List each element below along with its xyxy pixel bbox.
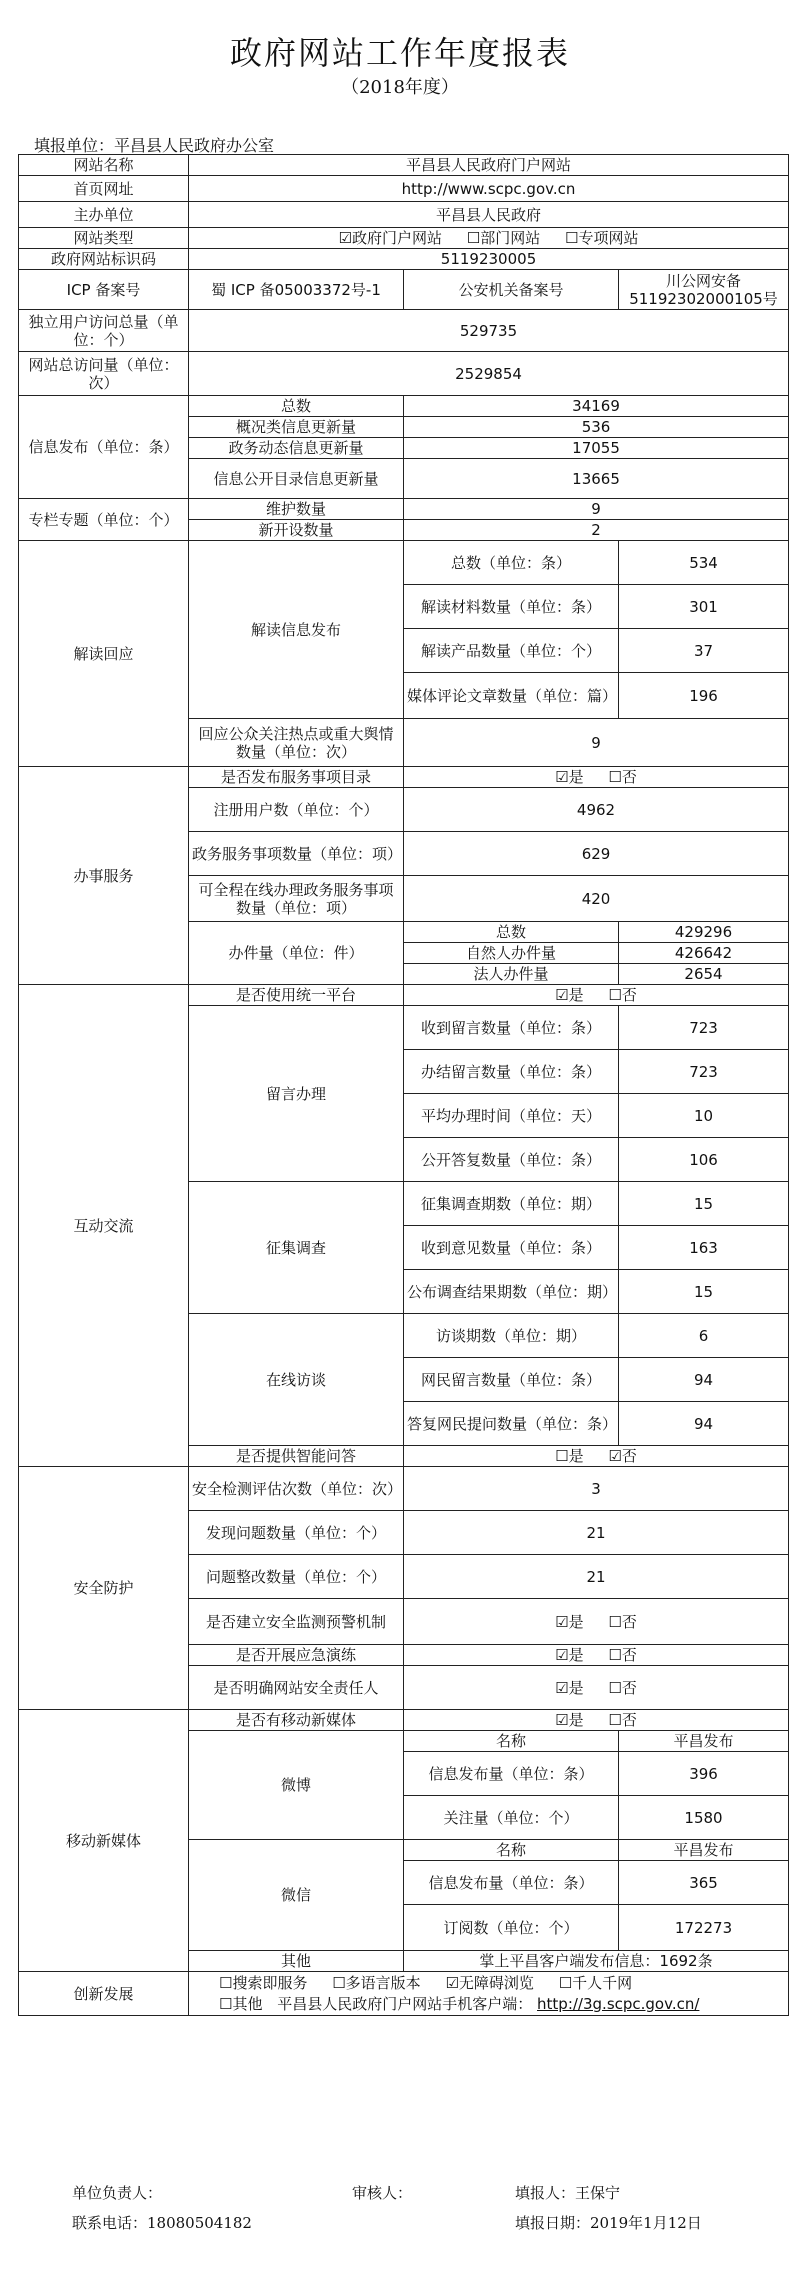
weibo-follow: 1580 bbox=[619, 1796, 789, 1840]
weibo-posts: 396 bbox=[619, 1752, 789, 1796]
uv-label: 独立用户访问总量（单位：个） bbox=[19, 310, 189, 352]
service-section-label: 办事服务 bbox=[19, 767, 189, 985]
security-found-label: 发现问题数量（单位：个） bbox=[189, 1511, 404, 1555]
talk-msgs: 94 bbox=[619, 1358, 789, 1402]
smart-qa-label: 是否提供智能问答 bbox=[189, 1446, 404, 1467]
msg-recv: 723 bbox=[619, 1006, 789, 1050]
platform-yes-checkbox[interactable]: ☑是 bbox=[555, 986, 584, 1004]
monitor-yes-checkbox[interactable]: ☑是 bbox=[555, 1612, 584, 1631]
column-new: 2 bbox=[404, 520, 789, 541]
service-catalog-label: 是否发布服务事项目录 bbox=[189, 767, 404, 788]
mobile-yes-checkbox[interactable]: ☑是 bbox=[555, 1711, 584, 1729]
platform-no-checkbox[interactable]: ☐否 bbox=[608, 986, 637, 1004]
handle-legal: 2654 bbox=[619, 964, 789, 985]
pv-value: 2529854 bbox=[189, 352, 789, 396]
msg-recv-label: 收到留言数量（单位：条） bbox=[404, 1006, 619, 1050]
icp-number: 蜀 ICP 备05003372号-1 bbox=[189, 270, 404, 310]
wechat-name-label: 名称 bbox=[404, 1840, 619, 1861]
security-fixed-label: 问题整改数量（单位：个） bbox=[189, 1555, 404, 1599]
handle-natural-label: 自然人办件量 bbox=[404, 943, 619, 964]
site-type-label: 网站类型 bbox=[19, 228, 189, 249]
interpret-total-label: 总数（单位：条） bbox=[404, 541, 619, 585]
info-section-label: 信息发布（单位：条） bbox=[19, 396, 189, 499]
talk-periods-label: 访谈期数（单位：期） bbox=[404, 1314, 619, 1358]
handle-natural: 426642 bbox=[619, 943, 789, 964]
security-drill-label: 是否开展应急演练 bbox=[189, 1645, 404, 1666]
filing-unit: 填报单位：平昌县人民政府办公室 bbox=[34, 136, 275, 155]
service-online-label: 可全程在线办理政务服务事项数量（单位：项） bbox=[189, 876, 404, 922]
survey-periods: 15 bbox=[619, 1182, 789, 1226]
footer-row-1 bbox=[0, 2182, 800, 2206]
home-url: http://www.scpc.gov.cn bbox=[189, 176, 789, 202]
monitor-no-checkbox[interactable]: ☐否 bbox=[608, 1612, 637, 1631]
wechat-subs-label: 订阅数（单位：个） bbox=[404, 1905, 619, 1951]
interpret-product: 37 bbox=[619, 629, 789, 673]
innovate-language-checkbox[interactable]: ☐多语言版本 bbox=[332, 1973, 421, 1992]
info-overview: 536 bbox=[404, 417, 789, 438]
msg-reply: 106 bbox=[619, 1138, 789, 1182]
survey-results: 15 bbox=[619, 1270, 789, 1314]
info-open: 13665 bbox=[404, 459, 789, 499]
info-news: 17055 bbox=[404, 438, 789, 459]
site-code-label: 政府网站标识码 bbox=[19, 249, 189, 270]
info-news-label: 政务动态信息更新量 bbox=[189, 438, 404, 459]
security-monitor-label: 是否建立安全监测预警机制 bbox=[189, 1599, 404, 1645]
survey-results-label: 公布调查结果期数（单位：期） bbox=[404, 1270, 619, 1314]
weibo-follow-label: 关注量（单位：个） bbox=[404, 1796, 619, 1840]
security-fixed: 21 bbox=[404, 1555, 789, 1599]
mobile-has-label: 是否有移动新媒体 bbox=[189, 1710, 404, 1731]
innovate-personal-checkbox[interactable]: ☐千人千网 bbox=[558, 1973, 633, 1992]
talk-answers-label: 答复网民提问数量（单位：条） bbox=[404, 1402, 619, 1446]
sponsor-label: 主办单位 bbox=[19, 202, 189, 228]
wechat-subs: 172273 bbox=[619, 1905, 789, 1951]
innovate-options bbox=[189, 1972, 789, 2016]
report-table bbox=[18, 154, 789, 2016]
security-owner-label: 是否明确网站安全责任人 bbox=[189, 1666, 404, 1710]
column-section-label: 专栏专题（单位：个） bbox=[19, 499, 189, 541]
talk-answers: 94 bbox=[619, 1402, 789, 1446]
security-monitor-options bbox=[404, 1599, 789, 1645]
wechat-posts: 365 bbox=[619, 1861, 789, 1905]
weibo-name-label: 名称 bbox=[404, 1731, 619, 1752]
wechat-name: 平昌发布 bbox=[619, 1840, 789, 1861]
column-maintain: 9 bbox=[404, 499, 789, 520]
weibo-label: 微博 bbox=[189, 1731, 404, 1840]
footer-reviewer: 审核人： bbox=[352, 2184, 413, 2202]
survey-opinions: 163 bbox=[619, 1226, 789, 1270]
police-label: 公安机关备案号 bbox=[404, 270, 619, 310]
survey-opinions-label: 收到意见数量（单位：条） bbox=[404, 1226, 619, 1270]
service-handle-label: 办件量（单位：件） bbox=[189, 922, 404, 985]
type-portal-checkbox[interactable]: ☑政府门户网站 bbox=[338, 229, 442, 247]
weibo-name: 平昌发布 bbox=[619, 1731, 789, 1752]
survey-label: 征集调查 bbox=[189, 1182, 404, 1314]
drill-yes-checkbox[interactable]: ☑是 bbox=[555, 1646, 584, 1664]
smart-qa-options bbox=[404, 1446, 789, 1467]
survey-periods-label: 征集调查期数（单位：期） bbox=[404, 1182, 619, 1226]
interpret-respond-label: 回应公众关注热点或重大舆情数量（单位：次） bbox=[189, 719, 404, 767]
wechat-label: 微信 bbox=[189, 1840, 404, 1951]
catalog-yes-checkbox[interactable]: ☑是 bbox=[555, 768, 584, 786]
police-number: 川公网安备51192302000105号 bbox=[619, 270, 789, 310]
msg-avg: 10 bbox=[619, 1094, 789, 1138]
innovate-search-checkbox[interactable]: ☐搜索即服务 bbox=[219, 1973, 308, 1992]
site-code: 5119230005 bbox=[189, 249, 789, 270]
home-url-label: 首页网址 bbox=[19, 176, 189, 202]
footer-filler: 填报人：王保宁 bbox=[515, 2184, 621, 2202]
innovate-other-text: 平昌县人民政府门户网站手机客户端： bbox=[277, 1994, 533, 2013]
uv-value: 529735 bbox=[189, 310, 789, 352]
info-total: 34169 bbox=[404, 396, 789, 417]
interpret-publish-label: 解读信息发布 bbox=[189, 541, 404, 719]
security-section-label: 安全防护 bbox=[19, 1467, 189, 1710]
innovate-accessible-checkbox[interactable]: ☑无障碍浏览 bbox=[445, 1973, 534, 1992]
drill-no-checkbox[interactable]: ☐否 bbox=[608, 1646, 637, 1664]
mobile-other: 掌上平昌客户端发布信息：1692条 bbox=[404, 1951, 789, 1972]
mobile-section-label: 移动新媒体 bbox=[19, 1710, 189, 1972]
mobile-no-checkbox[interactable]: ☐否 bbox=[608, 1711, 637, 1729]
innovate-section-label: 创新发展 bbox=[19, 1972, 189, 2016]
info-total-label: 总数 bbox=[189, 396, 404, 417]
footer-phone: 联系电话：18080504182 bbox=[72, 2214, 252, 2232]
site-name-label: 网站名称 bbox=[19, 155, 189, 176]
interpret-media: 196 bbox=[619, 673, 789, 719]
footer-row-2 bbox=[0, 2212, 800, 2236]
interact-platform-label: 是否使用统一平台 bbox=[189, 985, 404, 1006]
service-users: 4962 bbox=[404, 788, 789, 832]
site-type-options bbox=[189, 228, 789, 249]
report-title: 政府网站工作年度报表 bbox=[229, 34, 570, 72]
security-drill-options bbox=[404, 1645, 789, 1666]
icp-label: ICP 备案号 bbox=[19, 270, 189, 310]
weibo-posts-label: 信息发布量（单位：条） bbox=[404, 1752, 619, 1796]
catalog-no-checkbox[interactable]: ☐否 bbox=[608, 768, 637, 786]
interpret-total: 534 bbox=[619, 541, 789, 585]
info-overview-label: 概况类信息更新量 bbox=[189, 417, 404, 438]
column-maintain-label: 维护数量 bbox=[189, 499, 404, 520]
interpret-media-label: 媒体评论文章数量（单位：篇） bbox=[404, 673, 619, 719]
site-name: 平昌县人民政府门户网站 bbox=[189, 155, 789, 176]
interact-platform-options bbox=[404, 985, 789, 1006]
info-open-label: 信息公开目录信息更新量 bbox=[189, 459, 404, 499]
innovate-other-checkbox[interactable]: ☐其他 bbox=[219, 1994, 263, 2013]
interpret-material-label: 解读材料数量（单位：条） bbox=[404, 585, 619, 629]
security-owner-options bbox=[404, 1666, 789, 1710]
interact-section-label: 互动交流 bbox=[19, 985, 189, 1467]
service-online: 420 bbox=[404, 876, 789, 922]
type-department-checkbox[interactable]: ☐部门网站 bbox=[466, 229, 541, 247]
owner-no-checkbox[interactable]: ☐否 bbox=[608, 1678, 637, 1697]
innovate-app-link[interactable]: http://3g.scpc.gov.cn/ bbox=[537, 1994, 700, 2013]
report-year: （2018年度） bbox=[341, 77, 459, 98]
msg-reply-label: 公开答复数量（单位：条） bbox=[404, 1138, 619, 1182]
smart-yes-checkbox[interactable]: ☐是 bbox=[555, 1447, 584, 1465]
sponsor: 平昌县人民政府 bbox=[189, 202, 789, 228]
talk-label: 在线访谈 bbox=[189, 1314, 404, 1446]
smart-no-checkbox[interactable]: ☑否 bbox=[608, 1447, 637, 1465]
service-items-label: 政务服务事项数量（单位：项） bbox=[189, 832, 404, 876]
msg-done-label: 办结留言数量（单位：条） bbox=[404, 1050, 619, 1094]
service-users-label: 注册用户数（单位：个） bbox=[189, 788, 404, 832]
service-items: 629 bbox=[404, 832, 789, 876]
security-found: 21 bbox=[404, 1511, 789, 1555]
security-eval: 3 bbox=[404, 1467, 789, 1511]
handle-total: 429296 bbox=[619, 922, 789, 943]
owner-yes-checkbox[interactable]: ☑是 bbox=[555, 1678, 584, 1697]
handle-legal-label: 法人办件量 bbox=[404, 964, 619, 985]
msg-done: 723 bbox=[619, 1050, 789, 1094]
handle-total-label: 总数 bbox=[404, 922, 619, 943]
interpret-section-label: 解读回应 bbox=[19, 541, 189, 767]
talk-periods: 6 bbox=[619, 1314, 789, 1358]
interpret-material: 301 bbox=[619, 585, 789, 629]
security-eval-label: 安全检测评估次数（单位：次） bbox=[189, 1467, 404, 1511]
interpret-respond: 9 bbox=[404, 719, 789, 767]
msg-label: 留言办理 bbox=[189, 1006, 404, 1182]
footer-date: 填报日期：2019年1月12日 bbox=[515, 2214, 702, 2232]
wechat-posts-label: 信息发布量（单位：条） bbox=[404, 1861, 619, 1905]
service-catalog-options bbox=[404, 767, 789, 788]
footer-leader: 单位负责人： bbox=[72, 2184, 163, 2202]
type-special-checkbox[interactable]: ☐专项网站 bbox=[565, 229, 639, 247]
mobile-has-options bbox=[404, 1710, 789, 1731]
interpret-product-label: 解读产品数量（单位：个） bbox=[404, 629, 619, 673]
talk-msgs-label: 网民留言数量（单位：条） bbox=[404, 1358, 619, 1402]
column-new-label: 新开设数量 bbox=[189, 520, 404, 541]
mobile-other-label: 其他 bbox=[189, 1951, 404, 1972]
msg-avg-label: 平均办理时间（单位：天） bbox=[404, 1094, 619, 1138]
pv-label: 网站总访问量（单位：次） bbox=[19, 352, 189, 396]
